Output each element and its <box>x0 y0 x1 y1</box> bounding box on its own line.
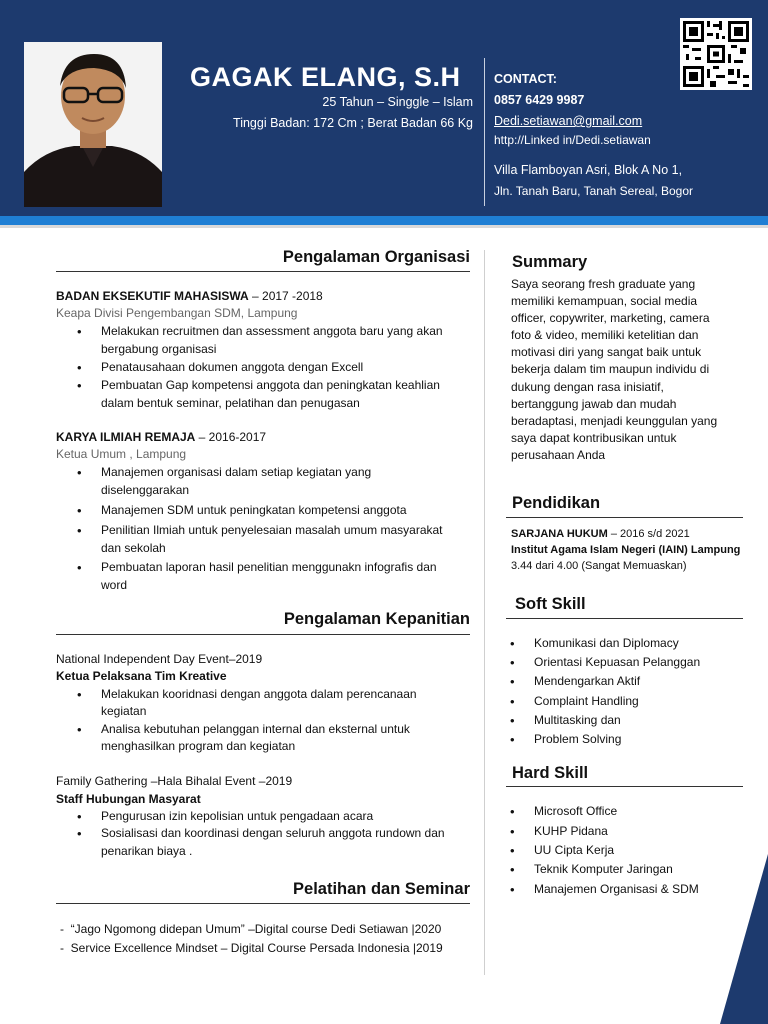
list-item: • Mendengarkan Aktif <box>534 674 640 689</box>
event-heading: Family Gathering –Hala Bihalal Event –2019 <box>56 774 293 788</box>
section-title-kepanitian: Pengalaman Kepanitian <box>283 610 470 628</box>
degree-heading: SARJANA HUKUM – 2016 s/d 2021 <box>511 528 690 540</box>
address-line-2: Jln. Tanah Baru, Tanah Sereal, Bogor <box>494 184 694 198</box>
event-role: Ketua Pelaksana Tim Kreative <box>56 669 227 683</box>
list-item: • Manajemen organisasi dalam setiap kegiatan yang <box>101 465 371 480</box>
list-item: • Teknik Komputer Jaringan <box>534 862 673 877</box>
physical-info: Tinggi Badan: 172 Cm ; Berat Badan 66 Kg <box>233 116 473 130</box>
section-title-organisasi: Pengalaman Organisasi <box>282 248 470 266</box>
event-role: Staff Hubungan Masyarat <box>56 792 201 806</box>
list-item: • Orientasi Kepuasan Pelanggan <box>534 655 700 670</box>
profile-photo <box>24 42 162 207</box>
section-title-pendidikan: Pendidikan <box>512 494 601 512</box>
section-title-soft-skill: Soft Skill <box>515 595 586 613</box>
org-entry-heading: KARYA ILMIAH REMAJA – 2016-2017 <box>56 430 267 444</box>
list-item: • Manajemen Organisasi & SDM <box>534 882 699 897</box>
list-item: - Service Excellence Mindset – Digital Course Persada Indonesia |2019 <box>60 941 443 955</box>
list-item: • UU Cipta Kerja <box>534 843 614 858</box>
linkedin-link[interactable]: http://Linked in/Dedi.setiawan <box>494 133 651 147</box>
list-item: • Manajemen SDM untuk peningkatan kompetensi anggota <box>101 503 407 518</box>
list-item: • Melakukan kooridnasi dengan anggota dalam perencanaan <box>101 687 417 702</box>
list-item: • Sosialisasi dan koordinasi dengan seluruh anggota rundown dan <box>101 826 445 841</box>
phone-number: 0857 6429 9987 <box>494 93 585 107</box>
event-heading: National Independent Day Event–2019 <box>56 652 263 666</box>
list-item-cont: kegiatan <box>101 704 147 718</box>
section-title-summary: Summary <box>512 253 588 271</box>
list-item: • Pengurusan izin kepolisian untuk pengadaan acara <box>101 809 373 824</box>
list-item-cont: menghasilkan program dan kegiatan <box>101 739 296 753</box>
list-item-cont: bergabung organisasi <box>101 342 217 356</box>
list-item: • Komunikasi dan Diplomacy <box>534 636 679 651</box>
list-item-cont: diselenggarakan <box>101 483 190 497</box>
column-divider <box>484 250 485 975</box>
summary-text: Saya seorang fresh graduate yang memiliki kemampuan, social media officer, copywriter, marketing, camera foto & video, memiliki ketelitian dan motivasi diri yang sangat baik untuk bekerja dalam tim maupun individu di dukung dengan rasa inisiatif, bertanggung jawab dan mudah beradaptasi, menjadi keunggulan yang saya dapat kontribusikan untuk perusahaan Anda <box>511 277 718 462</box>
section-rule <box>506 618 743 619</box>
list-item: • Analisa kebutuhan pelanggan internal dan eksternal untuk <box>101 722 410 737</box>
list-item-cont: dalam bentuk seminar, pelatihan dan penugasan <box>101 396 360 410</box>
list-item: • KUHP Pidana <box>534 824 608 839</box>
list-item: - “Jago Ngomong didepan Umum” –Digital course Dedi Setiawan |2020 <box>60 922 442 936</box>
section-rule <box>56 271 470 272</box>
gpa: 3.44 dari 4.00 (Sangat Memuaskan) <box>511 560 687 572</box>
list-item: • Microsoft Office <box>534 804 617 819</box>
org-entry-role: Keapa Divisi Pengembangan SDM, Lampung <box>56 306 298 320</box>
list-item: • Multitasking dan <box>534 713 621 728</box>
section-title-hard-skill: Hard Skill <box>512 764 589 782</box>
list-item: • Complaint Handling <box>534 694 639 709</box>
section-rule <box>56 903 470 904</box>
accent-band <box>0 216 768 225</box>
personal-info: 25 Tahun – Singgle – Islam <box>322 95 473 109</box>
section-rule <box>56 634 470 635</box>
list-item: • Pembuatan laporan hasil penelitian menggunakn infografis dan <box>101 560 437 575</box>
email-link[interactable]: Dedi.setiawan@gmail.com <box>494 114 643 128</box>
list-item: • Melakukan recruitmen dan assessment anggota baru yang akan <box>101 324 443 339</box>
list-item: • Pembuatan Gap kompetensi anggota dan peningkatan keahlian <box>101 378 440 393</box>
qr-code-icon <box>680 18 752 90</box>
section-rule <box>506 517 743 518</box>
header-divider <box>484 58 485 206</box>
list-item-cont: dan sekolah <box>101 541 166 555</box>
list-item-cont: penarikan biaya . <box>101 844 193 858</box>
list-item: • Problem Solving <box>534 732 621 747</box>
list-item: • Penilitian Ilmiah untuk penyelesaian masalah umum masyarakat <box>101 523 443 538</box>
list-item: • Penatausahaan dokumen anggota dengan Excell <box>101 360 363 375</box>
section-rule <box>506 786 743 787</box>
org-entry-role: Ketua Umum , Lampung <box>56 447 187 461</box>
band-shadow <box>0 225 768 228</box>
applicant-name: GAGAK ELANG, S.H <box>190 62 461 92</box>
corner-decoration <box>720 854 768 1024</box>
school-name: Institut Agama Islam Negeri (IAIN) Lampung <box>511 544 741 556</box>
contact-label: CONTACT: <box>494 72 557 86</box>
list-item-cont: word <box>101 578 128 592</box>
address-line-1: Villa Flamboyan Asri, Blok A No 1, <box>494 163 683 177</box>
section-title-pelatihan: Pelatihan dan Seminar <box>293 880 470 898</box>
org-entry-heading: BADAN EKSEKUTIF MAHASISWA – 2017 -2018 <box>56 289 323 303</box>
